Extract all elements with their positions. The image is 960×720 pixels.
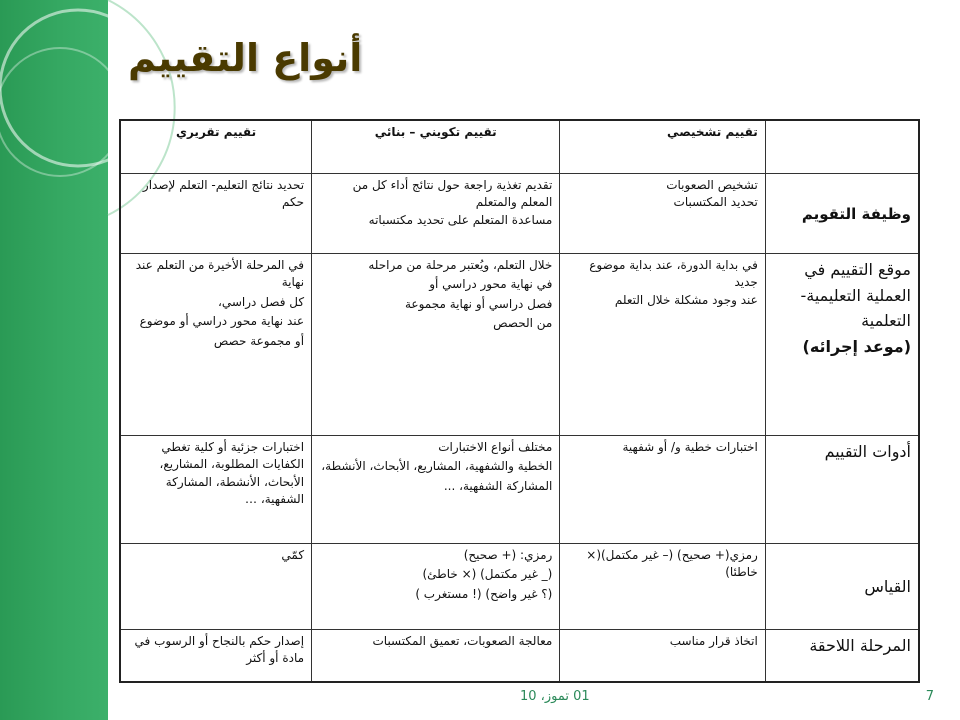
table-cell <box>120 174 312 254</box>
table-cell <box>560 254 765 436</box>
table-cell <box>560 544 765 630</box>
footer-date: 01 تموز، 10 <box>520 689 590 704</box>
cell-line: المشاركة الشفهية، ... <box>443 478 553 493</box>
cell-line: اختبارات خطية و/ أو شفهية <box>622 440 758 454</box>
row-label-next-stage: المرحلة اللاحقة <box>765 630 919 682</box>
table-cell <box>312 174 560 254</box>
table-cell <box>120 436 312 544</box>
cell-line: في نهاية محور دراسي أو <box>429 277 553 292</box>
cell-line: (_ غير مكتمل) (× خاطئ) <box>422 567 553 582</box>
cell-line: تحديد نتائج التعليم- التعلم لإصدار حكم <box>142 178 305 210</box>
table-cell <box>312 436 560 544</box>
table-cell <box>312 254 560 436</box>
cell-line: الخطية والشفهية، المشاريع، الأبحاث، الأنشطة، <box>321 459 553 474</box>
cell-line: عند نهاية محور دراسي أو موضوع <box>139 314 305 329</box>
header-cell-diagnostic: تقييم تشخيصي <box>560 120 765 174</box>
table-header-row <box>120 120 919 174</box>
cell-line: خلال التعلم، ويُعتبر مرحلة من مراحله <box>368 258 553 272</box>
cell-line: تشخيص الصعوبات <box>666 178 758 192</box>
page-title: أنواع التقييم <box>128 36 363 80</box>
cell-line: اتخاذ قرار مناسب <box>669 634 758 648</box>
cell-line: مختلف أنواع الاختبارات <box>438 440 553 454</box>
table-cell <box>312 630 560 682</box>
cell-line: إصدار حكم بالنجاح أو الرسوب في مادة أو أكثر <box>134 634 305 666</box>
row-label-position <box>765 254 919 436</box>
table-row <box>120 174 919 254</box>
table-cell <box>560 174 765 254</box>
table-cell <box>560 436 765 544</box>
cell-line: (؟ غير واضح) (! مستغرب ) <box>415 586 553 601</box>
header-cell-empty <box>765 120 919 174</box>
cell-line: في المرحلة الأخيرة من التعلم عند نهاية <box>135 258 305 290</box>
cell-line: رمزي: (+ صحيح) <box>463 548 553 562</box>
cell-line: اختبارات جزئية أو كلية تغطي الكفايات المطلوبة، المشاريع، الأبحاث، الأنشطة، المشاركة الشفهية، … <box>159 440 305 507</box>
table-cell <box>560 630 765 682</box>
cell-line: كل فصل دراسي، <box>217 294 305 309</box>
slide-number: 7 <box>925 689 934 704</box>
cell-line: عند وجود مشكلة خلال التعلم <box>614 292 758 307</box>
header-cell-summative: تقييم تقريري <box>120 120 312 174</box>
table-row <box>120 254 919 436</box>
table-row <box>120 436 919 544</box>
table-cell <box>120 630 312 682</box>
cell-line: كمّي <box>281 548 305 562</box>
row-label-extra: (موعد إجرائه) <box>802 336 911 356</box>
header-cell-formative: تقييم تكويني – بنائي <box>312 120 560 174</box>
assessment-types-table <box>119 119 920 683</box>
table-cell <box>312 544 560 630</box>
cell-line: تقديم تغذية راجعة حول نتائج أداء كل من المعلم والمتعلم <box>352 178 553 210</box>
row-label-measurement: القياس <box>765 544 919 630</box>
cell-line: رمزي(+ صحيح) (– غير مكتمل)(× خاطئا) <box>586 548 758 580</box>
cell-line: أو مجموعة حصص <box>213 333 305 348</box>
table-cell <box>120 544 312 630</box>
table-row <box>120 544 919 630</box>
table-cell <box>120 254 312 436</box>
table-row <box>120 630 919 682</box>
row-label-tools: أدوات التقييم <box>765 436 919 544</box>
cell-line: فصل دراسي أو نهاية مجموعة <box>404 296 553 311</box>
cell-line: في بداية الدورة، عند بداية موضوع جديد <box>589 258 758 290</box>
row-label-function: وظيفة التقويم <box>765 174 919 254</box>
cell-line: من الحصص <box>493 316 553 331</box>
cell-line: تحديد المكتسبات <box>673 195 758 210</box>
cell-line: مساعدة المتعلم على تحديد مكتسباته <box>368 212 553 227</box>
cell-line: معالجة الصعوبات، تعميق المكتسبات <box>372 634 553 648</box>
row-label-text: موقع التقييم في العملية التعليمية- التعلمية <box>800 260 911 331</box>
